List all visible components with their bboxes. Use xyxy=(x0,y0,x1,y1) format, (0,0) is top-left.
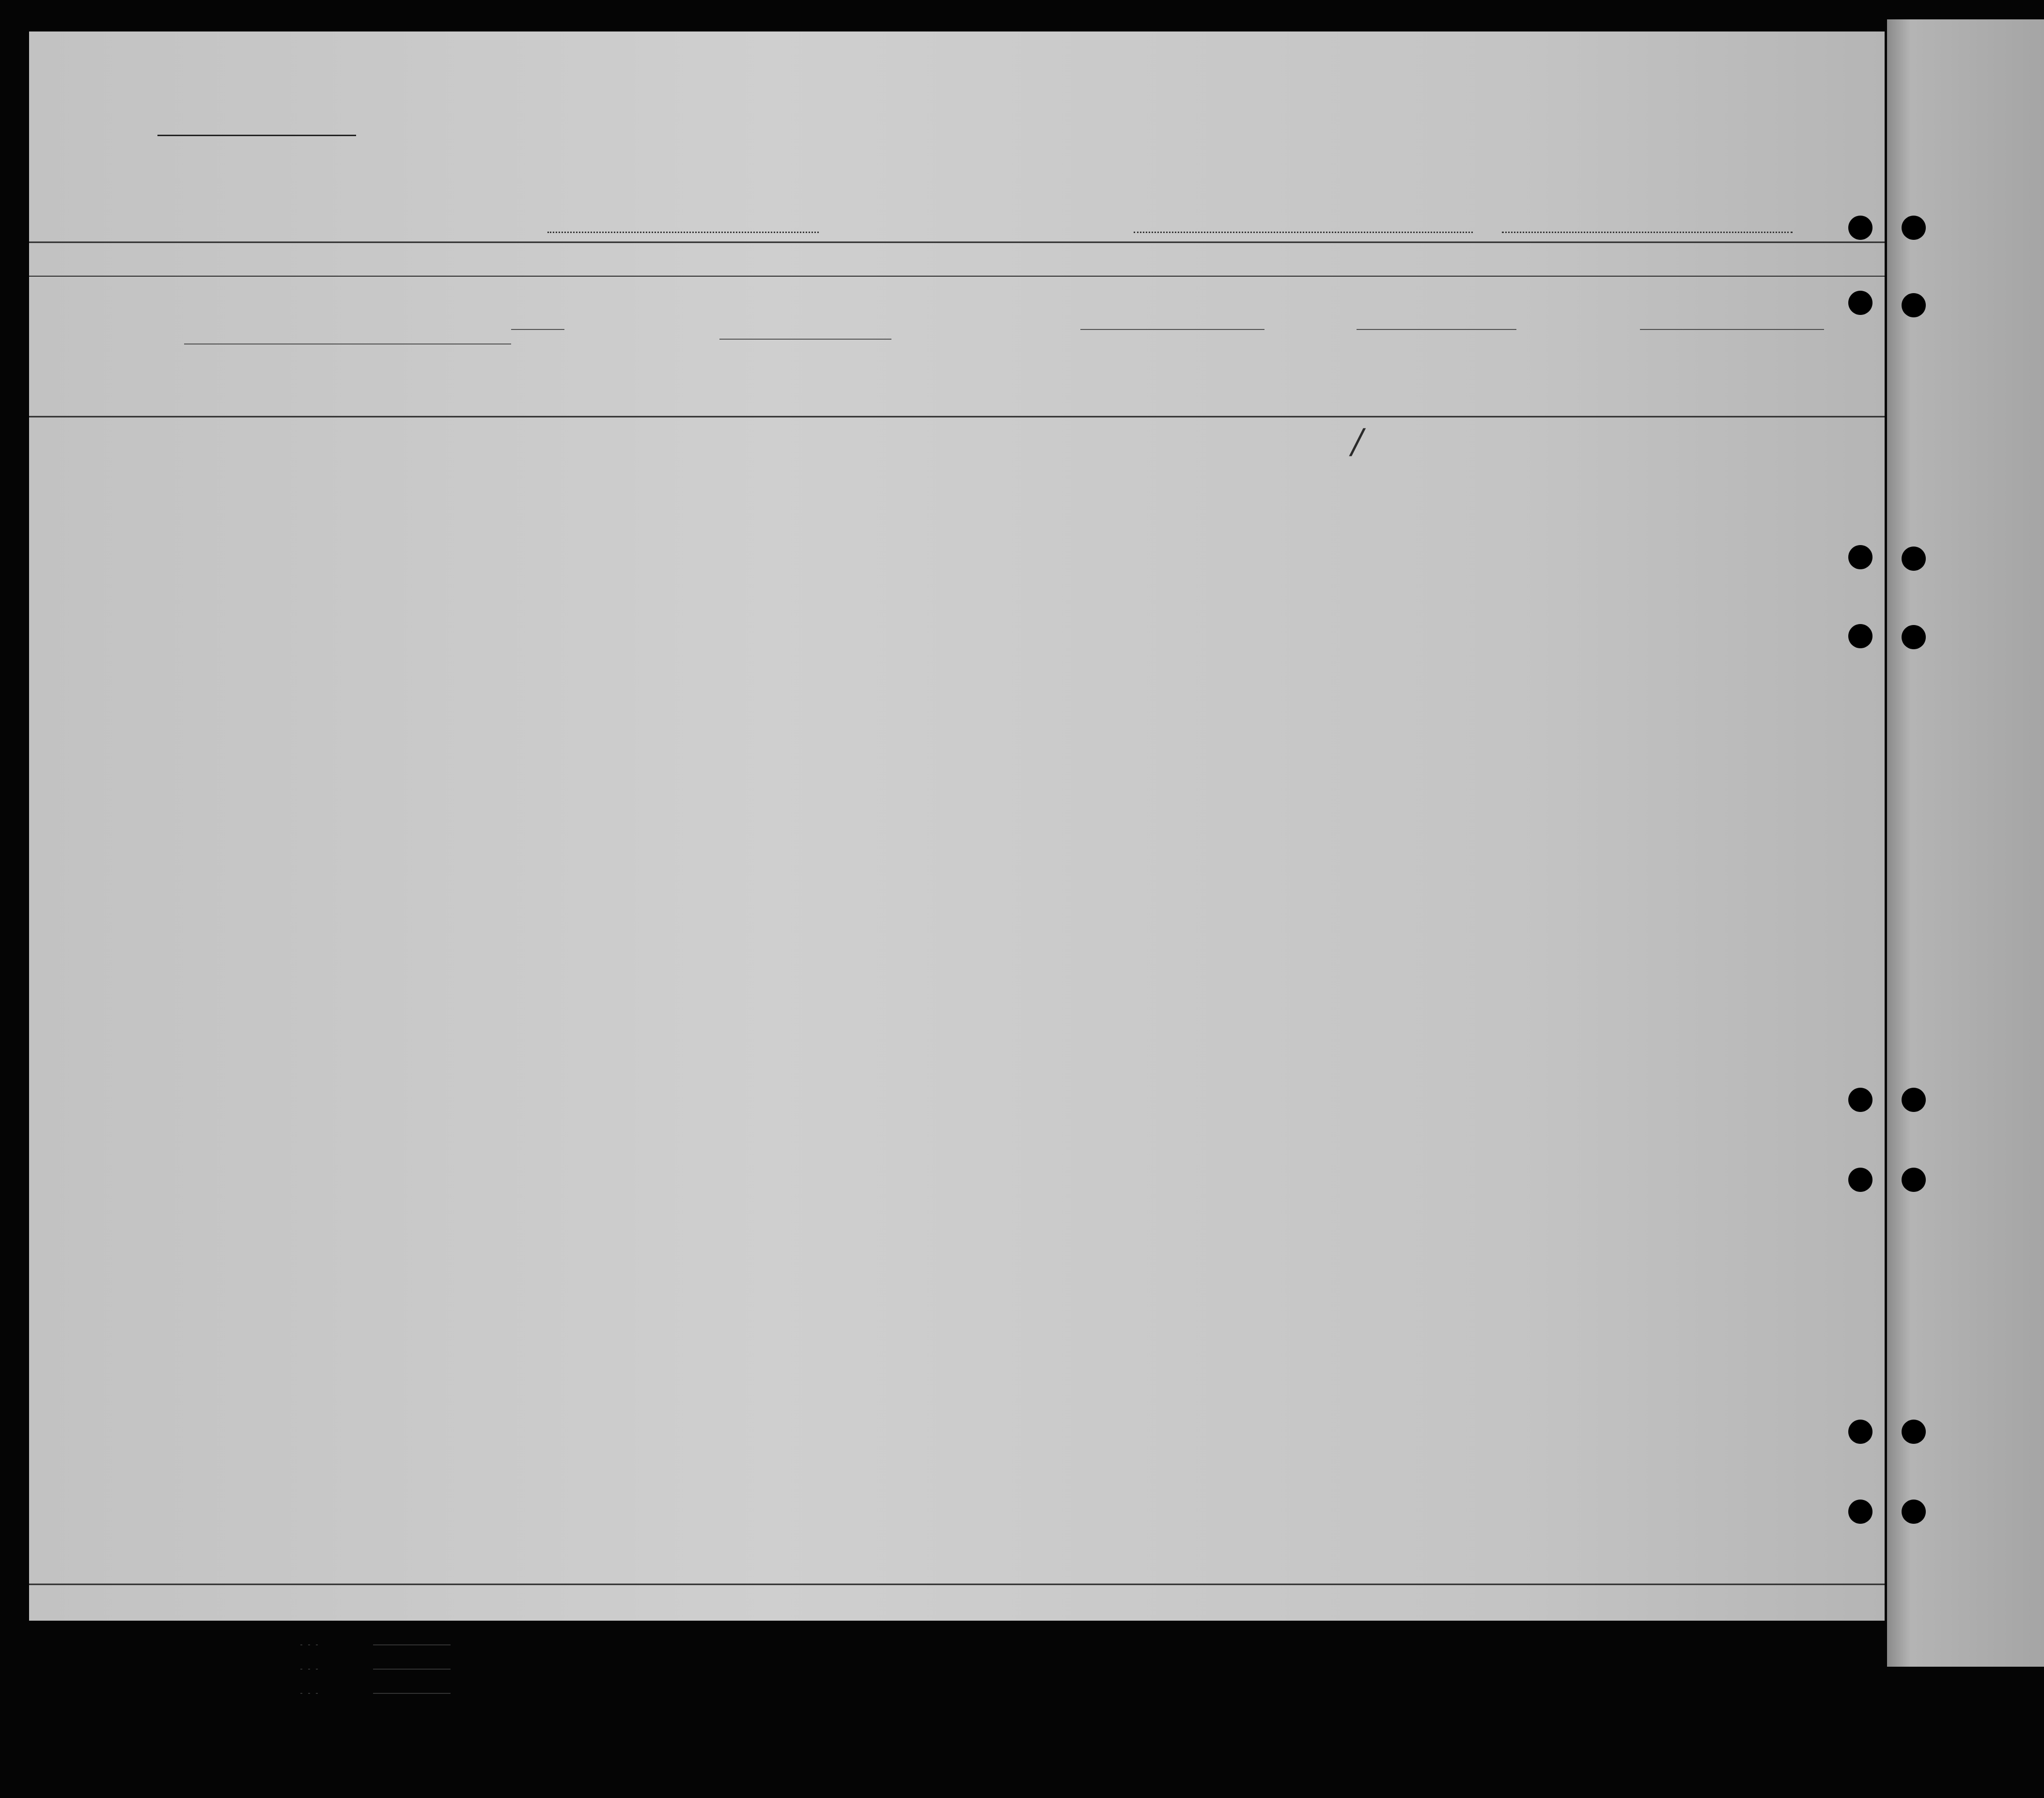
punch-hole xyxy=(1902,1420,1926,1444)
punch-hole xyxy=(1902,1500,1926,1524)
punch-hole xyxy=(1902,293,1926,317)
punch-hole xyxy=(1848,1168,1872,1192)
punch-hole xyxy=(1902,547,1926,571)
punch-hole xyxy=(1902,1168,1926,1192)
punch-hole xyxy=(1902,216,1926,240)
punch-hole xyxy=(1848,216,1872,240)
punch-hole xyxy=(1848,1420,1872,1444)
punch-hole xyxy=(1848,1500,1872,1524)
punch-hole xyxy=(1902,1088,1926,1112)
visa-slash: / xyxy=(1352,422,1363,461)
punch-hole xyxy=(1848,1088,1872,1112)
footer-rules xyxy=(300,1638,455,1705)
punch-hole xyxy=(1848,291,1872,315)
punch-hole xyxy=(1902,625,1926,649)
punch-hole xyxy=(1848,624,1872,648)
punch-hole xyxy=(1848,545,1872,569)
